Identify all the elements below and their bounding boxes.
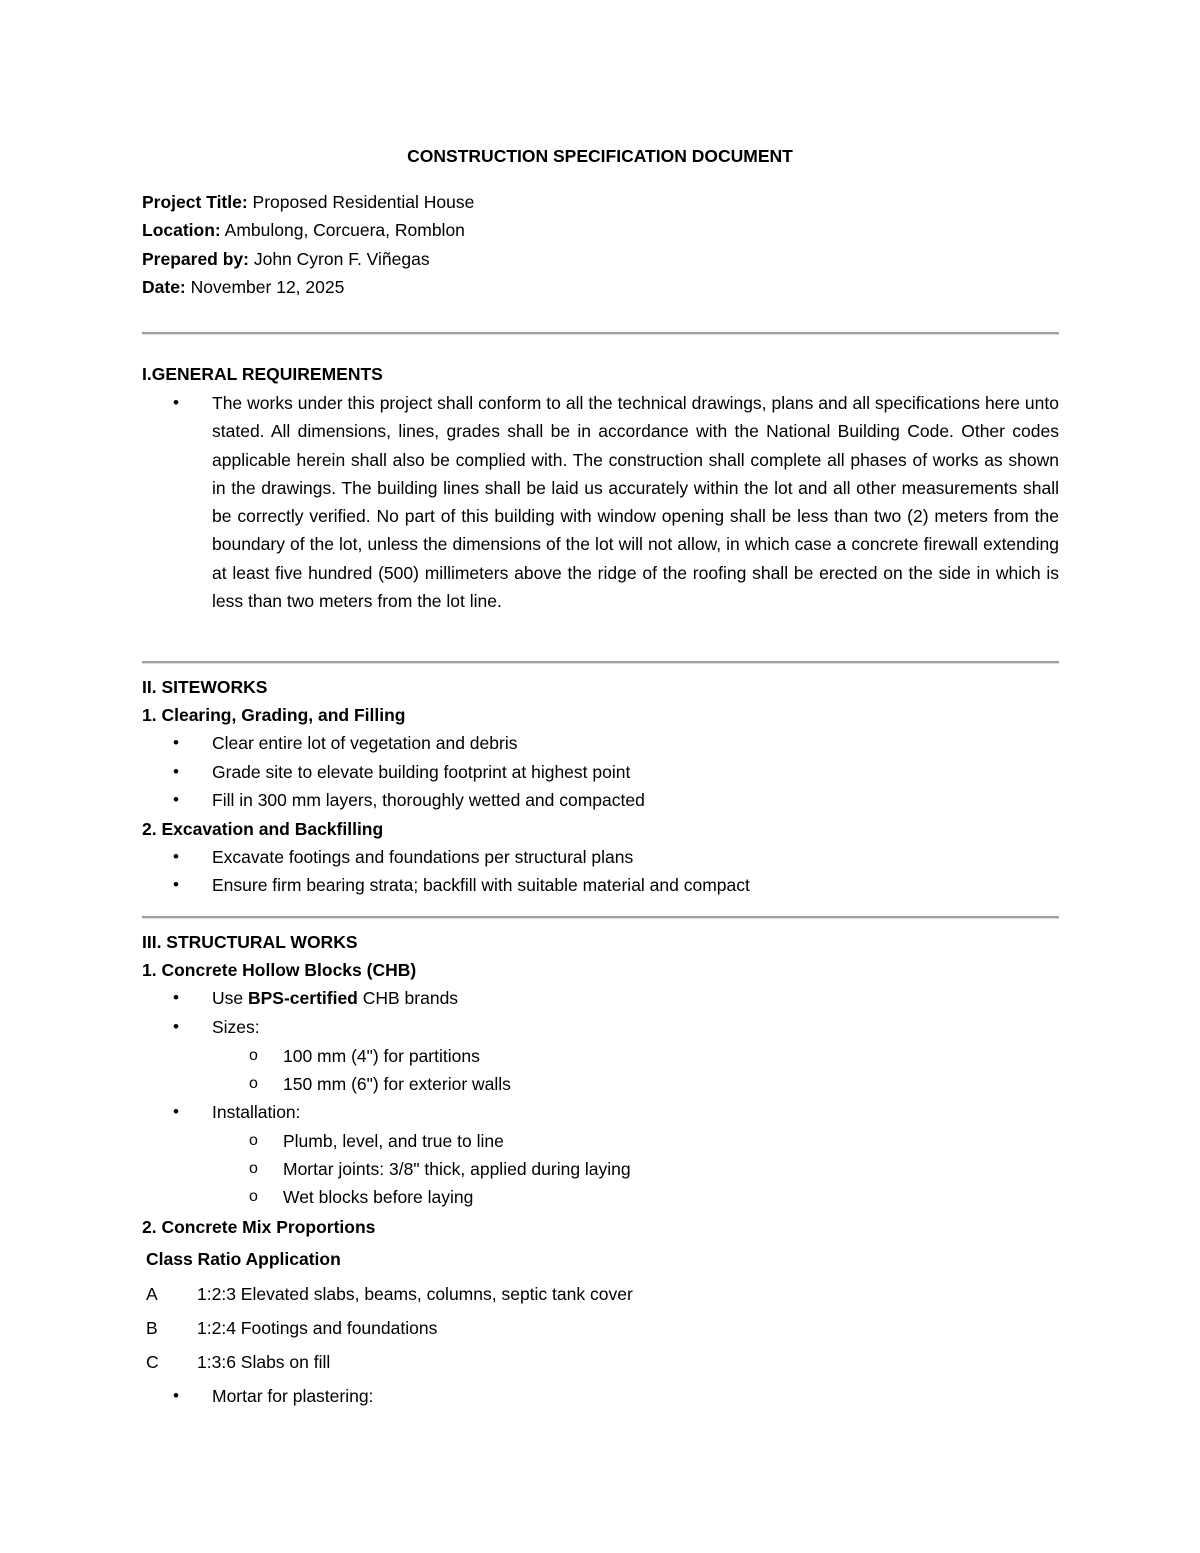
general-requirements-paragraph: The works under this project shall conform to all the technical drawings, plans and all specifications here unto stated. All dimensions, lines, grades shall be in accordance with the National Building Code. Other codes applicable herein shall also be complied with. The construction shall complete all phases of works as shown in the drawings. The building lines shall be laid us accurately within the lot and all other measurements shall be correctly verified. No part of this building with window opening shall be less than two (2) meters from the boundary of the lot, unless the dimensions of the lot will not allow, in which case a concrete firewall extending at least five hundred (500) millimeters above the ridge of the roofing shall be erected on the side in which is less than two meters from the lot line.	[212, 393, 1059, 612]
section-divider	[142, 661, 1059, 664]
list-item: Grade site to elevate building footprint at highest point	[212, 762, 631, 782]
meta-label: Prepared by:	[142, 248, 249, 269]
list-item: Clear entire lot of vegetation and debris	[212, 733, 518, 753]
mix-class-cell: A	[146, 1284, 158, 1304]
bullet-icon: •	[173, 762, 179, 781]
section-divider	[142, 916, 1059, 919]
bullet-icon: •	[173, 875, 179, 894]
sub-list-item: Plumb, level, and true to line	[283, 1131, 504, 1151]
bullet-icon: •	[173, 1386, 179, 1405]
list-item-sizes: Sizes:	[212, 1017, 260, 1037]
list-item: Excavate footings and foundations per structural plans	[212, 847, 634, 867]
sub-list-item: Mortar joints: 3/8" thick, applied during laying	[283, 1159, 631, 1179]
list-item: Mortar for plastering:	[212, 1386, 374, 1406]
bullet-icon: •	[173, 393, 179, 412]
meta-prepared-by	[142, 245, 474, 273]
document-title: CONSTRUCTION SPECIFICATION DOCUMENT	[407, 146, 793, 166]
mix-table-header: Class Ratio Application	[146, 1249, 341, 1269]
meta-label: Date:	[142, 276, 186, 297]
subsection-heading-mix: 2. Concrete Mix Proportions	[142, 1217, 376, 1237]
mix-ratio-cell: 1:2:3 Elevated slabs, beams, columns, septic tank cover	[197, 1284, 633, 1304]
subsection-heading-clearing: 1. Clearing, Grading, and Filling	[142, 705, 406, 725]
list-item-text: CHB brands	[357, 988, 459, 1008]
mix-class-cell: C	[146, 1352, 159, 1372]
list-item-emphasis: BPS-certified	[247, 988, 358, 1008]
meta-value: November 12, 2025	[185, 276, 345, 297]
list-item-use-chb	[212, 984, 458, 1012]
section-heading-general: I.GENERAL REQUIREMENTS	[142, 364, 383, 384]
section-heading-structural: III. STRUCTURAL WORKS	[142, 932, 358, 952]
sub-bullet-icon: o	[249, 1132, 258, 1149]
mix-ratio-cell: 1:3:6 Slabs on fill	[197, 1352, 331, 1372]
bullet-icon: •	[173, 1102, 179, 1121]
bullet-icon: •	[173, 733, 179, 752]
sub-list-item: 150 mm (6") for exterior walls	[283, 1074, 511, 1094]
list-item: Fill in 300 mm layers, thoroughly wetted and compacted	[212, 790, 645, 810]
list-item: Ensure firm bearing strata; backfill with suitable material and compact	[212, 875, 750, 895]
bullet-icon: •	[173, 790, 179, 809]
sub-bullet-icon: o	[249, 1075, 258, 1092]
meta-location	[142, 216, 474, 244]
bullet-icon: •	[173, 988, 179, 1007]
sub-bullet-icon: o	[249, 1160, 258, 1177]
meta-value: Proposed Residential House	[247, 192, 475, 212]
bullet-icon: •	[173, 847, 179, 866]
section-divider	[142, 332, 1059, 335]
list-item-text: Use	[212, 988, 248, 1008]
section-heading-siteworks: II. SITEWORKS	[142, 677, 268, 697]
sub-bullet-icon: o	[249, 1047, 258, 1064]
subsection-heading-excavation: 2. Excavation and Backfilling	[142, 819, 384, 839]
sub-bullet-icon: o	[249, 1188, 258, 1205]
subsection-heading-chb: 1. Concrete Hollow Blocks (CHB)	[142, 960, 417, 980]
sub-list-item: 100 mm (4") for partitions	[283, 1046, 480, 1066]
meta-label: Project Title:	[142, 192, 248, 212]
mix-class-cell: B	[146, 1318, 158, 1338]
project-meta	[142, 188, 474, 301]
meta-date	[142, 273, 474, 301]
bullet-icon: •	[173, 1017, 179, 1036]
mix-ratio-cell: 1:2:4 Footings and foundations	[197, 1318, 438, 1338]
meta-label: Location:	[142, 220, 221, 241]
meta-value: John Cyron F. Viñegas	[248, 248, 430, 269]
meta-project-title	[142, 188, 474, 216]
list-item-installation: Installation:	[212, 1102, 301, 1122]
meta-value: Ambulong, Corcuera, Romblon	[220, 220, 465, 241]
sub-list-item: Wet blocks before laying	[283, 1187, 474, 1207]
